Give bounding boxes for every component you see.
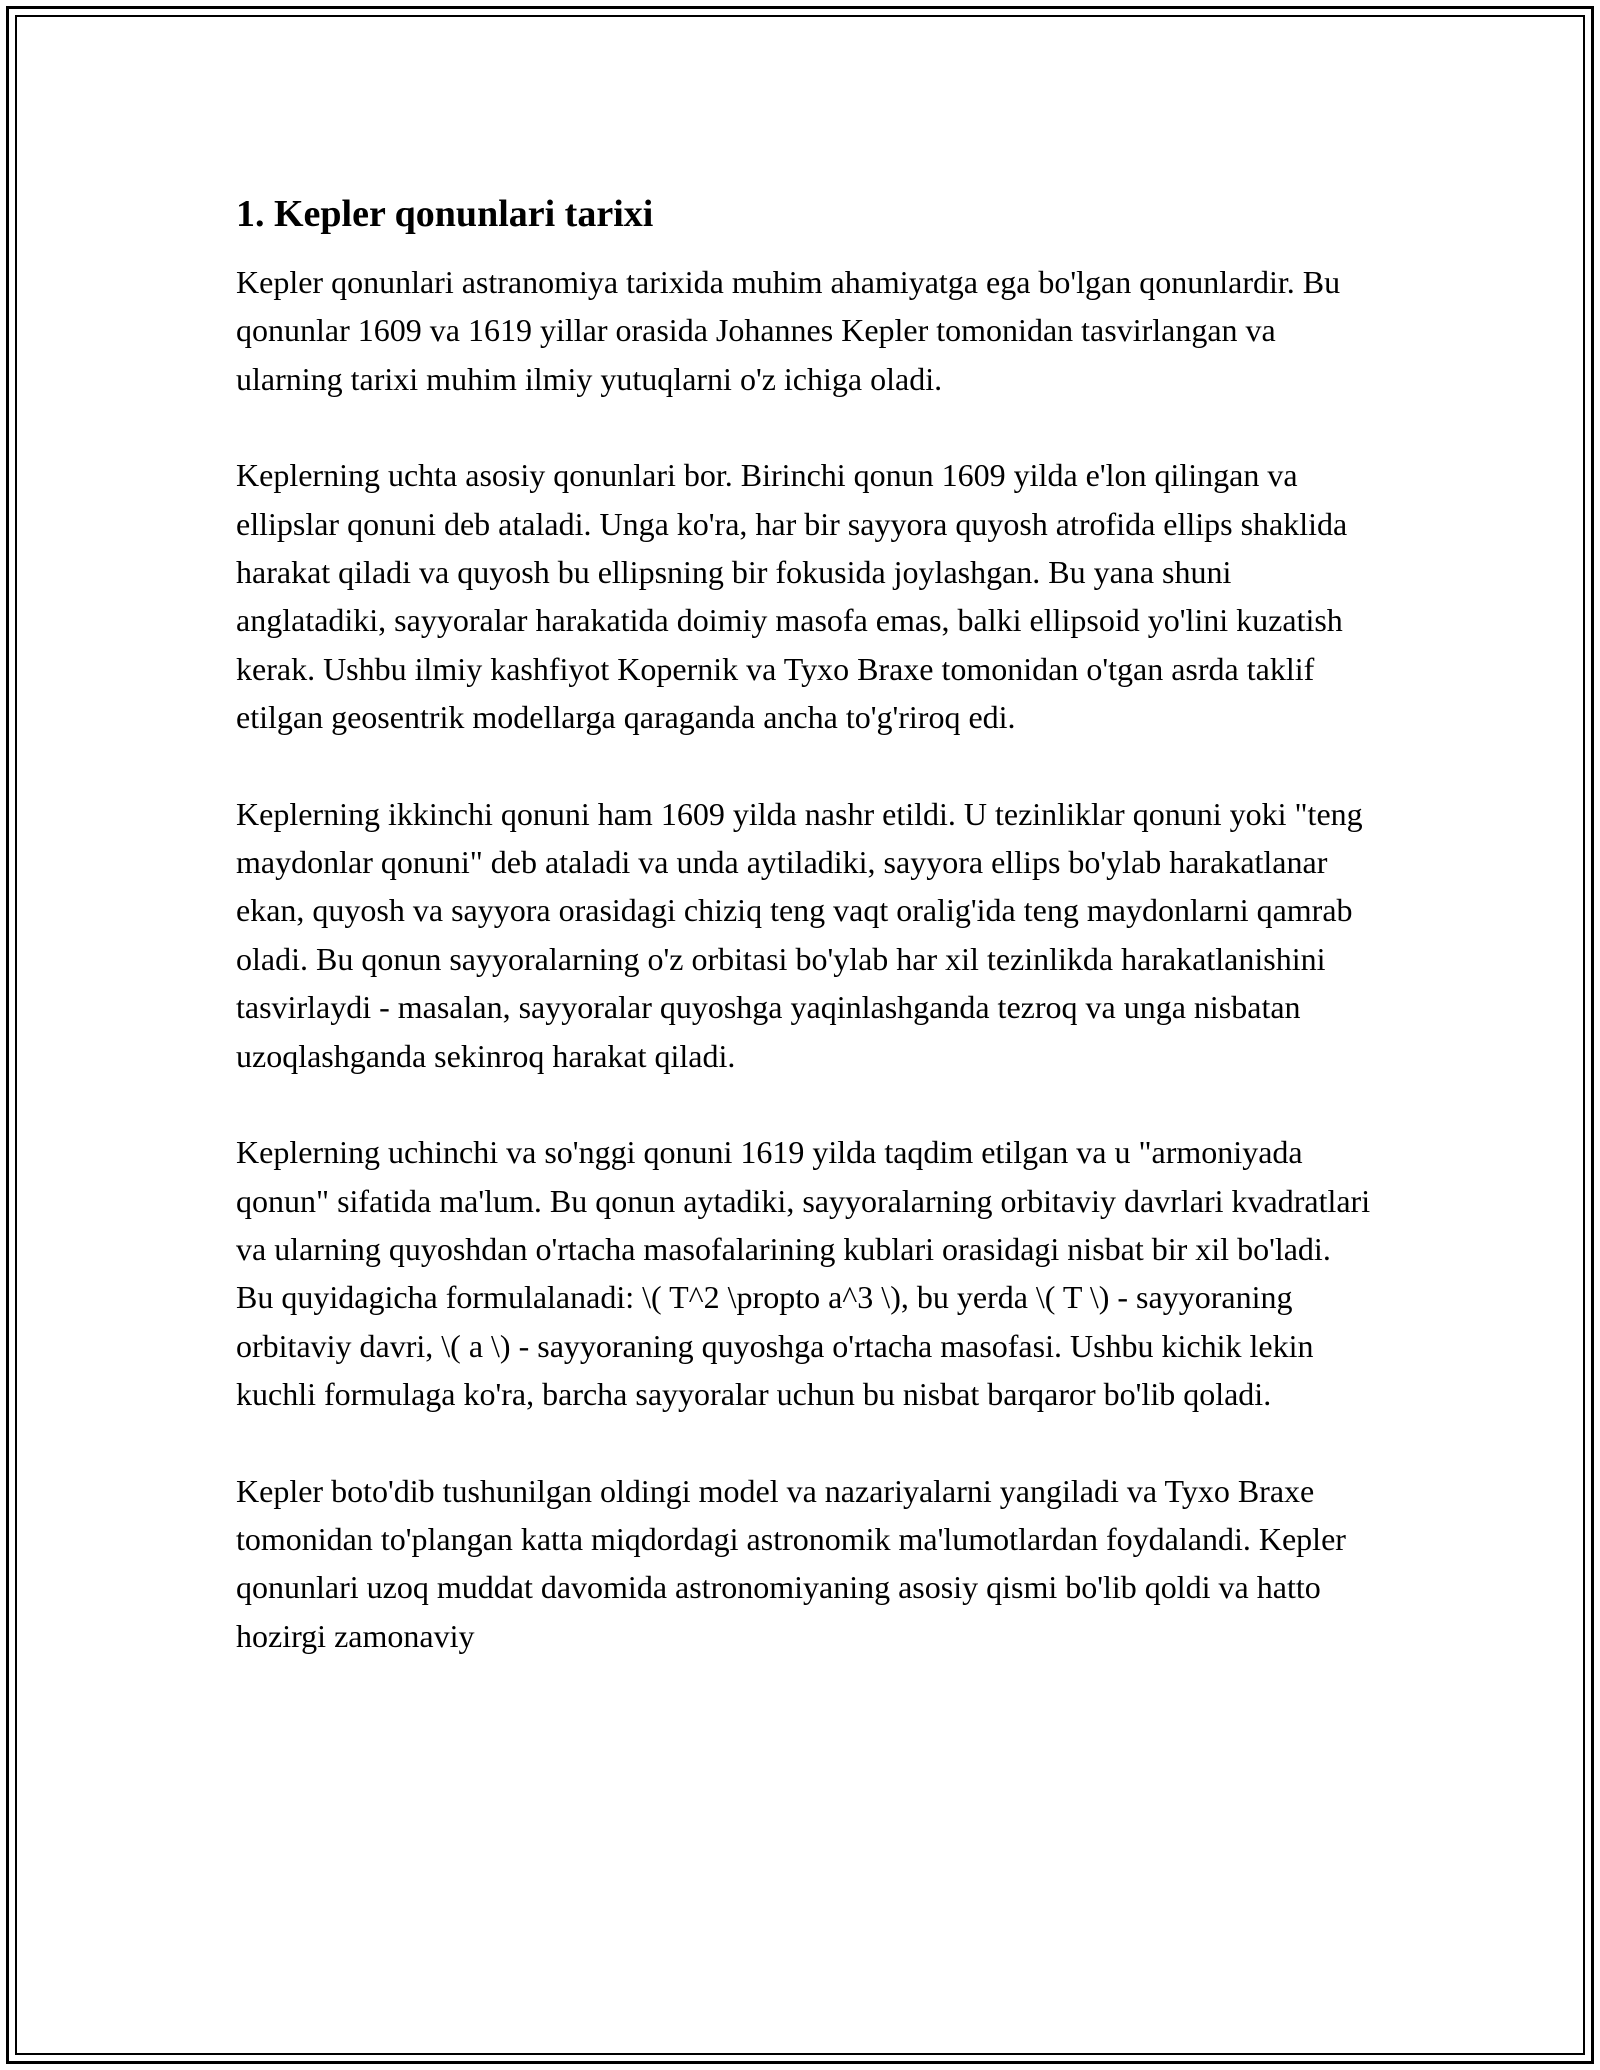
paragraph-intro: Kepler qonunlari astranomiya tarixida muhim ahamiyatga ega bo'lgan qonunlardir. Bu qonunlar 1609 va 1619 yillar orasida Johannes Kepler tomonidan tasvirlangan va ularning tarixi muhim ilmiy yutuqlarni o'z ichiga oladi. [236,264,1341,397]
paragraph-legacy: Kepler boto'dib tushunilgan oldingi model va nazariyalarni yangiladi va Tyxo Braxe tomonidan to'plangan katta miqdordagi astronomik ma'lumotlardan foydalandi. Kepler qonunlari uzoq muddat davomida astronomiyaning asosiy qismi bo'lib qoldi va hatto hozirgi zamonaviy [236,1472,1346,1654]
document-body [236,190,1376,1708]
paragraph-first-law: Keplerning uchta asosiy qonunlari bor. Birinchi qonun 1609 yilda e'lon qilingan va ellipslar qonuni deb ataladi. Unga ko'ra, har bir sayyora quyosh atrofida ellips shaklida harakat qiladi va quyosh bu ellipsning bir fokusida joylashgan. Bu yana shuni anglatadiki, sayyoralar harakatida doimiy masofa emas, balki ellipsoid yo'lini kuzatish kerak. Ushbu ilmiy kashfiyot Kopernik va Tyxo Braxe tomonidan o'tgan asrda taklif etilgan geosentrik modellarga qaraganda ancha to'g'riroq edi. [236,457,1348,736]
document-title: 1. Kepler qonunlari tarixi [236,193,654,235]
paragraph-third-law: Keplerning uchinchi va so'nggi qonuni 1619 yilda taqdim etilgan va u "armoniyada qonun" sifatida ma'lum. Bu qonun aytadiki, sayyoralarning orbitaviy davrlari kvadratlari va ularning quyoshdan o'rtacha masofalarining kublari orasidagi nisbat bir xil bo'ladi. Bu quyidagicha formulalanadi: \( T^2 \propto a^3 \), bu yerda \( T \) - sayyoraning orbitaviy davri, \( a \) - sayyoraning quyoshga o'rtacha masofasi. Ushbu kichik lekin kuchli formulaga ko'ra, barcha sayyoralar uchun bu nisbat barqaror bo'lib qoladi. [236,1134,1371,1413]
paragraph-second-law: Keplerning ikkinchi qonuni ham 1609 yilda nashr etildi. U tezinliklar qonuni yoki "teng maydonlar qonuni" deb ataladi va unda aytiladiki, sayyora ellips bo'ylab harakatlanar ekan, quyosh va sayyora orasidagi chiziq teng vaqt oralig'ida teng maydonlarni qamrab oladi. Bu qonun sayyoralarning o'z orbitasi bo'ylab har xil tezinlikda harakatlanishini tasvirlaydi - masalan, sayyoralar quyoshga yaqinlashganda tezroq va unga nisbatan uzoqlashganda sekinroq harakat qiladi. [236,795,1363,1074]
